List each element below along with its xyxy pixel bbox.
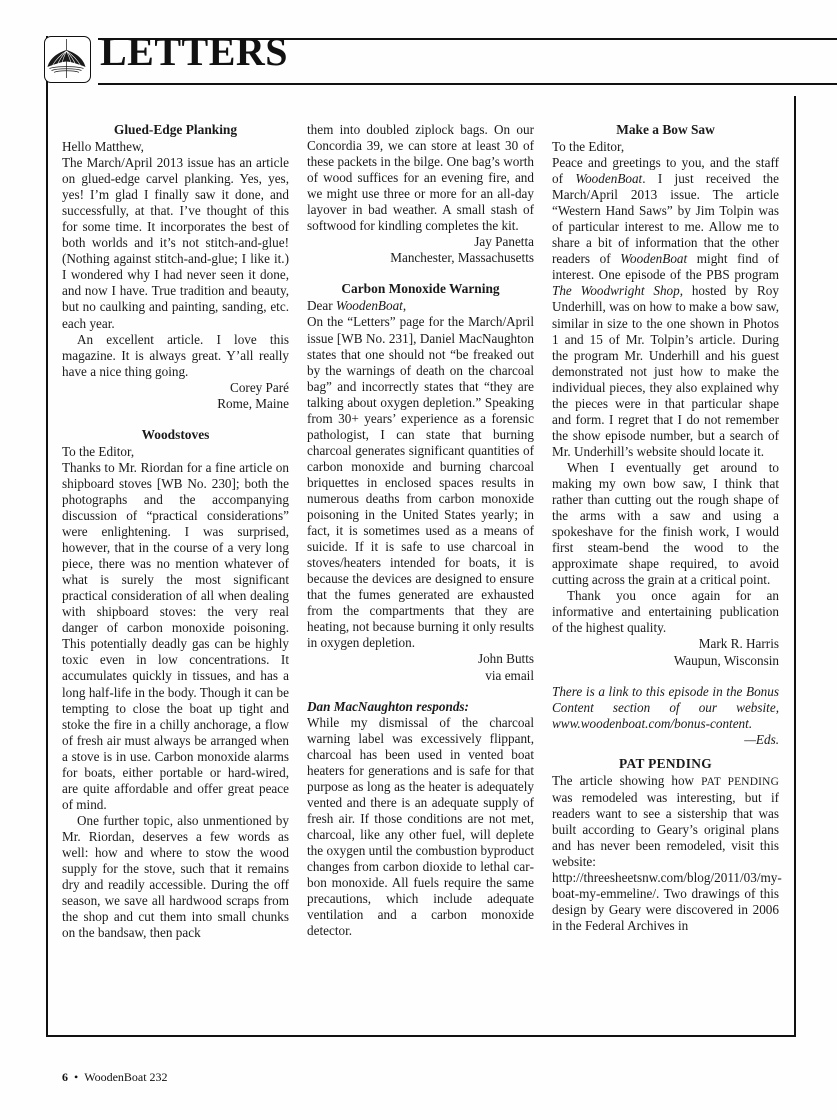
italic-run: WoodenBoat bbox=[620, 251, 688, 267]
column-1 bbox=[62, 122, 289, 1022]
signature-location: Waupun, Wisconsin bbox=[673, 652, 779, 668]
salutation-carbon-monoxide bbox=[307, 298, 534, 314]
spacer bbox=[307, 684, 534, 699]
signature-name: Corey Paré bbox=[230, 379, 289, 395]
salutation-tail: , bbox=[402, 298, 407, 314]
small-caps-run: PAT PENDING bbox=[701, 775, 779, 788]
footer-publication: WoodenBoat 232 bbox=[84, 1070, 168, 1084]
spacer bbox=[552, 748, 779, 756]
section-heading-make-a-bow-saw: Make a Bow Saw bbox=[616, 122, 715, 137]
body-paragraph: While my dismissal of the charcoal warning label was excessively flippant, charcoal has been used in vented boat heaters for generations and is safe for that purpose as long as the heater is adequately vented and there is an adequate supply of fresh air. If those conditions are not met, charcoal, like any other fuel, will deplete the oxygen until the combustion byproduct changes from carbon dioxide to lethal carbon monoxide. All fuels require the same precautions, which include adequate ventilation and a carbon monoxide detector. bbox=[307, 714, 534, 939]
spacer bbox=[62, 412, 289, 427]
section-heading-glued-edge-planking: Glued-Edge Planking bbox=[113, 122, 238, 137]
article-columns bbox=[62, 122, 780, 1022]
editor-response-byline: Dan MacNaughton responds: bbox=[307, 698, 469, 714]
salutation-woodstoves: To the Editor, bbox=[62, 443, 135, 459]
page-frame-bottom-rule bbox=[46, 1035, 796, 1037]
body-paragraph: them into doubled ziplock bags. On our Concordia 39, we can store at least 30 of these packets in the bilge. One bag’s worth of wood suffices for an evening fire, and we might use three or more for an all-day layover in bad weather. A small stash of softwood for kindling completes the kit. bbox=[307, 122, 534, 234]
footer-separator: • bbox=[74, 1070, 79, 1084]
body-paragraph: The March/April 2013 issue has an article on glued-edge carvel planking. Yes, yes, yes! I’m glad I finally saw it done, and successfully, at that. I’ve thought of this for some time. It incorporates the best of both worlds and it’s not stitch-and-glue! (Nothing against stitch-and-glue; I like it.) I wondered why I had never seen it done, and now I have. True tradition and beauty, but no caulking and painting, sanding, etc. each year. bbox=[62, 155, 289, 331]
section-heading-woodstoves: Woodstoves bbox=[141, 426, 210, 442]
salutation-lead: Dear bbox=[307, 298, 336, 314]
salutation-bow-saw: To the Editor, bbox=[552, 139, 625, 154]
masthead bbox=[44, 29, 796, 96]
salutation-glued-edge: Hello Matthew, bbox=[62, 139, 144, 154]
spacer bbox=[307, 266, 534, 281]
page-footer bbox=[62, 1070, 168, 1085]
body-paragraph: Thank you once again for an informative and entertaining publication of the highest quality. bbox=[552, 588, 779, 636]
signature-name: John Butts bbox=[477, 651, 534, 667]
section-heading-carbon-monoxide-warning: Carbon Monoxide Warning bbox=[341, 281, 500, 297]
page-frame-right-rule bbox=[794, 96, 796, 1036]
body-paragraph: One further topic, also unmentioned by Mr. Riordan, deserves a few words as well: how and where to stow the wood supply for the stove, such that it remains dry and readily accessible. During the off season, we save all hardwood scraps from the shop and cut them into small chunks on the bandsaw, then pack bbox=[62, 812, 289, 941]
editors-note-signature: —Eds. bbox=[744, 731, 779, 747]
magazine-name-italic: WoodenBoat bbox=[335, 298, 403, 314]
body-paragraph: On the “Letters” page for the March/April issue [WB No. 231], Daniel MacNaughton states that one should not “be freaked out by the warnings of death on the charcoal bag” and incorrectly states that “they are talking about oxygen depletion.” Speaking from 30+ years’ experience as a forensic pathologist, I can state that burning charcoal generates significant quantities of carbon monoxide and burning charcoal briquettes in enclosed spaces results in numerous deaths from carbon monoxide poisoning in the United States yearly; in fact, it is sometimes used as a means of suicide. If it is safe to use charcoal in stoves/heaters intended for boats, it is because the devices are designed to ensure that the fumes generated are exhausted from the compartments that they are heating, not because burning it only results in oxygen depletion. bbox=[307, 314, 534, 651]
editors-note: There is a link to this episode in the Bonus Content section of our website, www.woodenboat.com/bonus-content. bbox=[552, 683, 779, 731]
masthead-bottom-rule bbox=[98, 83, 837, 85]
section-heading-pat-pending: PAT PENDING bbox=[619, 755, 712, 771]
italic-run: WoodenBoat bbox=[575, 171, 643, 187]
body-paragraph: Peace and greetings to you, and the staff of WoodenBoat. I just received the March/April 2013 issue. The article “Western Hand Saws” by Jim Tolpin was of particular interest to me. Allow me to share a bit of information that the other readers of WoodenBoat might find of interest. One episode of the PBS program The Woodwright Shop, hosted by Roy Underhill, was on how to make a bow saw, similar in size to the one shown in Photos 1 and 15 of Mr. Tolpin’s article. During the program Mr. Underhill and his guest demonstrated not just how to make the individual pieces, they also explained why the pieces were in that particular shape and form. I regret that I do not remember the show episode number, but a search of Mr. Underhill’s website should locate it. bbox=[552, 155, 779, 459]
page-frame-left-rule bbox=[46, 36, 48, 1036]
signature-location: Manchester, Massachusetts bbox=[390, 250, 534, 266]
body-paragraph: When I eventually get around to making my own bow saw, I think that rather than cutting out the rough shape of the arms with a saw and using a spokeshave for the finish work, I would first steam-bend the wood to the approximate shape required, to avoid cutting across the grain at a critical point. bbox=[552, 459, 779, 588]
footer-page-number: 6 bbox=[62, 1070, 68, 1084]
spacer bbox=[552, 669, 779, 684]
column-3 bbox=[552, 122, 782, 1022]
signature-name: Mark R. Harris bbox=[698, 636, 779, 652]
body-paragraph: Thanks to Mr. Riordan for a fine article on shipboard stoves [WB No. 230]; both the photographs and the accompanying discussion of “practical considerations” were enlightening. I was surprised, however, that in the course of a very long piece, there was no mention whatever of what is surely the most significant practical consideration of all when dealing with shipboard stoves: the very real danger of carbon monoxide poisoning. This potentially deadly gas can be highly toxic even in low concentrations. It accumulates quickly in tissues, and has a long half-life in the body. Though it can be tempting to close the boat up tight and stoke the fire in a chilly anchorage, a flow of fresh air must always be arranged when a stove is in use. Carbon monoxide alarms for boats, either portable or hard-wired, are quite affordable and offer great peace of mind. bbox=[62, 459, 289, 812]
body-paragraph: The article showing how PAT PENDING was remodeled was interesting, but if readers want to see a sistership that was built according to Geary’s original plans and has never been remodeled, visit this website: http://threesheetsnw.com/blog/2011/03/my-boat-my-emmeline/. Two drawings of this design by Geary were discovered in 2006 in the Federal Archives in bbox=[552, 772, 782, 934]
page-title: LETTERS bbox=[100, 29, 289, 74]
signature-location: via email bbox=[485, 667, 534, 683]
signature-location: Rome, Maine bbox=[217, 395, 289, 411]
woodenboat-transom-logo-icon bbox=[44, 36, 91, 83]
italic-run: The Woodwright Shop bbox=[552, 283, 680, 299]
signature-name: Jay Panetta bbox=[474, 234, 534, 250]
body-paragraph: An excellent article. I love this magazine. It is always great. Y’all really have a nice thing going. bbox=[62, 331, 289, 379]
column-2 bbox=[307, 122, 534, 1022]
